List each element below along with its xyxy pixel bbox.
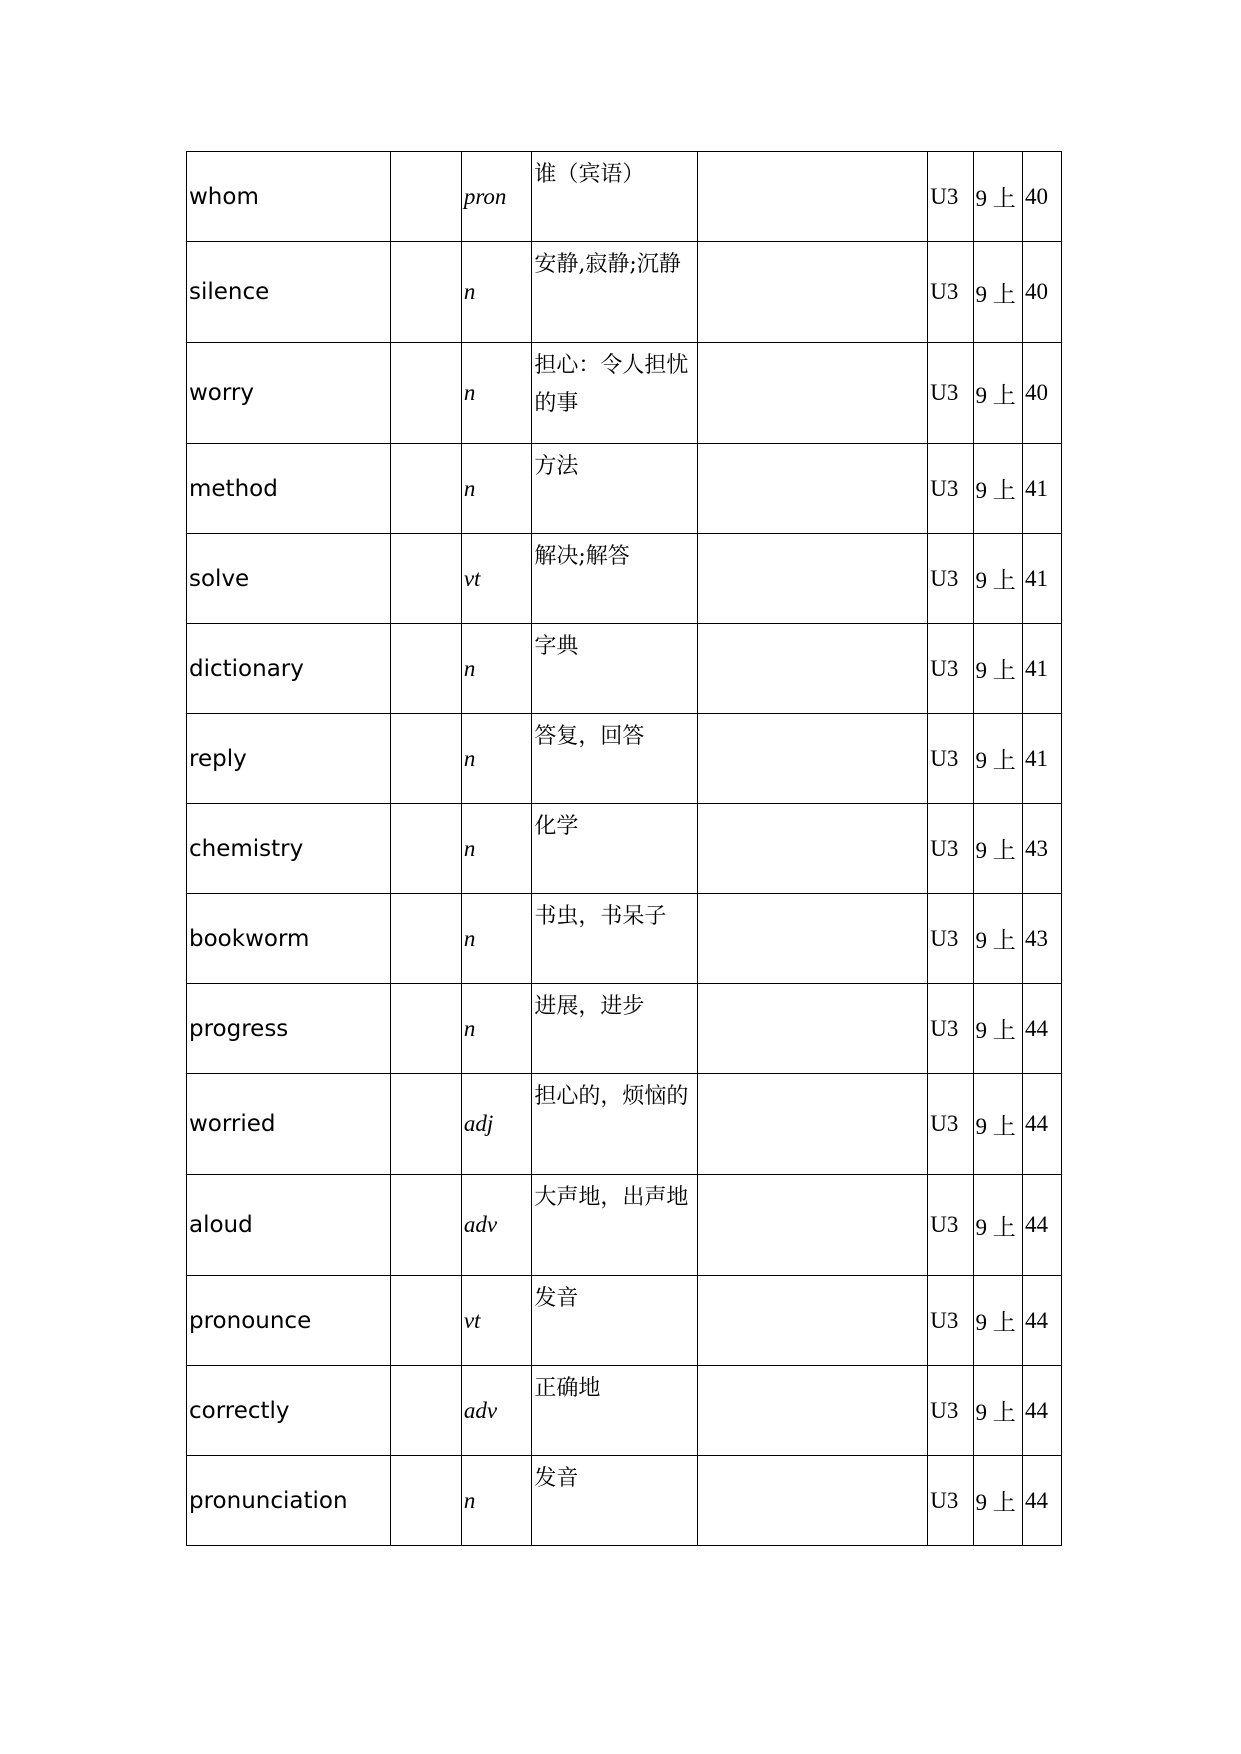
meaning-cell: 大声地，出声地 — [532, 1175, 697, 1276]
table-row — [187, 1366, 1062, 1456]
pos-cell: n — [461, 444, 532, 534]
book-cell: 9 上 — [973, 714, 1022, 804]
table-row — [187, 1175, 1062, 1276]
book-cell: 9 上 — [973, 1074, 1022, 1175]
pos-cell: vt — [461, 1276, 532, 1366]
unit-cell: U3 — [928, 1175, 973, 1276]
page-cell: 40 — [1023, 152, 1062, 242]
page-cell: 43 — [1023, 804, 1062, 894]
book-cell: 9 上 — [973, 242, 1022, 343]
meaning-cell: 担心：令人担忧的事 — [532, 343, 697, 444]
blank-cell — [391, 444, 462, 534]
page-cell: 41 — [1023, 444, 1062, 534]
meaning-cell: 安静,寂静;沉静 — [532, 242, 697, 343]
pos-cell: adv — [461, 1366, 532, 1456]
table-row — [187, 714, 1062, 804]
unit-cell: U3 — [928, 444, 973, 534]
note-cell — [697, 444, 928, 534]
meaning-cell: 方法 — [532, 444, 697, 534]
page-cell: 44 — [1023, 984, 1062, 1074]
blank-cell — [391, 1276, 462, 1366]
blank-cell — [391, 894, 462, 984]
unit-cell: U3 — [928, 714, 973, 804]
book-cell: 9 上 — [973, 1456, 1022, 1546]
book-cell: 9 上 — [973, 1276, 1022, 1366]
note-cell — [697, 1276, 928, 1366]
unit-cell: U3 — [928, 242, 973, 343]
book-cell: 9 上 — [973, 534, 1022, 624]
word-cell: worried — [187, 1074, 391, 1175]
unit-cell: U3 — [928, 804, 973, 894]
unit-cell: U3 — [928, 984, 973, 1074]
unit-cell: U3 — [928, 534, 973, 624]
note-cell — [697, 1175, 928, 1276]
table-row — [187, 1074, 1062, 1175]
note-cell — [697, 714, 928, 804]
pos-cell: adj — [461, 1074, 532, 1175]
pos-cell: adv — [461, 1175, 532, 1276]
table-row — [187, 152, 1062, 242]
note-cell — [697, 894, 928, 984]
word-cell: reply — [187, 714, 391, 804]
table-row — [187, 624, 1062, 714]
book-cell: 9 上 — [973, 444, 1022, 534]
meaning-cell: 担心的，烦恼的 — [532, 1074, 697, 1175]
note-cell — [697, 242, 928, 343]
word-cell: correctly — [187, 1366, 391, 1456]
meaning-cell: 进展，进步 — [532, 984, 697, 1074]
blank-cell — [391, 534, 462, 624]
meaning-cell: 发音 — [532, 1276, 697, 1366]
pos-cell: n — [461, 894, 532, 984]
note-cell — [697, 534, 928, 624]
unit-cell: U3 — [928, 1276, 973, 1366]
page-cell: 41 — [1023, 534, 1062, 624]
table-row — [187, 1276, 1062, 1366]
note-cell — [697, 1366, 928, 1456]
pos-cell: n — [461, 343, 532, 444]
pos-cell: n — [461, 624, 532, 714]
note-cell — [697, 1074, 928, 1175]
book-cell: 9 上 — [973, 343, 1022, 444]
word-cell: chemistry — [187, 804, 391, 894]
page-cell: 41 — [1023, 714, 1062, 804]
pos-cell: n — [461, 1456, 532, 1546]
meaning-cell: 发音 — [532, 1456, 697, 1546]
page-cell: 44 — [1023, 1366, 1062, 1456]
book-cell: 9 上 — [973, 804, 1022, 894]
page-cell: 40 — [1023, 343, 1062, 444]
page-cell: 43 — [1023, 894, 1062, 984]
blank-cell — [391, 1074, 462, 1175]
word-cell: dictionary — [187, 624, 391, 714]
unit-cell: U3 — [928, 1074, 973, 1175]
meaning-cell: 化学 — [532, 804, 697, 894]
word-cell: pronounce — [187, 1276, 391, 1366]
note-cell — [697, 1456, 928, 1546]
pos-cell: n — [461, 714, 532, 804]
table-row — [187, 894, 1062, 984]
book-cell: 9 上 — [973, 624, 1022, 714]
page-cell: 44 — [1023, 1276, 1062, 1366]
pos-cell: n — [461, 984, 532, 1074]
page-cell: 44 — [1023, 1175, 1062, 1276]
word-cell: pronunciation — [187, 1456, 391, 1546]
book-cell: 9 上 — [973, 1366, 1022, 1456]
blank-cell — [391, 242, 462, 343]
meaning-cell: 字典 — [532, 624, 697, 714]
meaning-cell: 正确地 — [532, 1366, 697, 1456]
word-cell: silence — [187, 242, 391, 343]
page-cell: 40 — [1023, 242, 1062, 343]
meaning-cell: 解决;解答 — [532, 534, 697, 624]
note-cell — [697, 152, 928, 242]
unit-cell: U3 — [928, 894, 973, 984]
page-cell: 41 — [1023, 624, 1062, 714]
word-cell: worry — [187, 343, 391, 444]
blank-cell — [391, 624, 462, 714]
blank-cell — [391, 152, 462, 242]
blank-cell — [391, 984, 462, 1074]
word-cell: aloud — [187, 1175, 391, 1276]
meaning-cell: 书虫，书呆子 — [532, 894, 697, 984]
unit-cell: U3 — [928, 152, 973, 242]
vocabulary-table — [186, 151, 1062, 1546]
blank-cell — [391, 343, 462, 444]
pos-cell: n — [461, 242, 532, 343]
blank-cell — [391, 714, 462, 804]
meaning-cell: 答复，回答 — [532, 714, 697, 804]
book-cell: 9 上 — [973, 1175, 1022, 1276]
blank-cell — [391, 804, 462, 894]
unit-cell: U3 — [928, 1456, 973, 1546]
blank-cell — [391, 1175, 462, 1276]
word-cell: solve — [187, 534, 391, 624]
page-cell: 44 — [1023, 1074, 1062, 1175]
word-cell: whom — [187, 152, 391, 242]
table-row — [187, 1456, 1062, 1546]
unit-cell: U3 — [928, 1366, 973, 1456]
pos-cell: vt — [461, 534, 532, 624]
page-cell: 44 — [1023, 1456, 1062, 1546]
note-cell — [697, 343, 928, 444]
note-cell — [697, 984, 928, 1074]
note-cell — [697, 804, 928, 894]
book-cell: 9 上 — [973, 984, 1022, 1074]
table-row — [187, 984, 1062, 1074]
blank-cell — [391, 1456, 462, 1546]
meaning-cell: 谁（宾语） — [532, 152, 697, 242]
unit-cell: U3 — [928, 624, 973, 714]
word-cell: progress — [187, 984, 391, 1074]
unit-cell: U3 — [928, 343, 973, 444]
table-row — [187, 444, 1062, 534]
word-cell: method — [187, 444, 391, 534]
book-cell: 9 上 — [973, 894, 1022, 984]
table-row — [187, 804, 1062, 894]
pos-cell: n — [461, 804, 532, 894]
book-cell: 9 上 — [973, 152, 1022, 242]
table-row — [187, 343, 1062, 444]
pos-cell: pron — [461, 152, 532, 242]
table-row — [187, 534, 1062, 624]
table-row — [187, 242, 1062, 343]
note-cell — [697, 624, 928, 714]
blank-cell — [391, 1366, 462, 1456]
word-cell: bookworm — [187, 894, 391, 984]
